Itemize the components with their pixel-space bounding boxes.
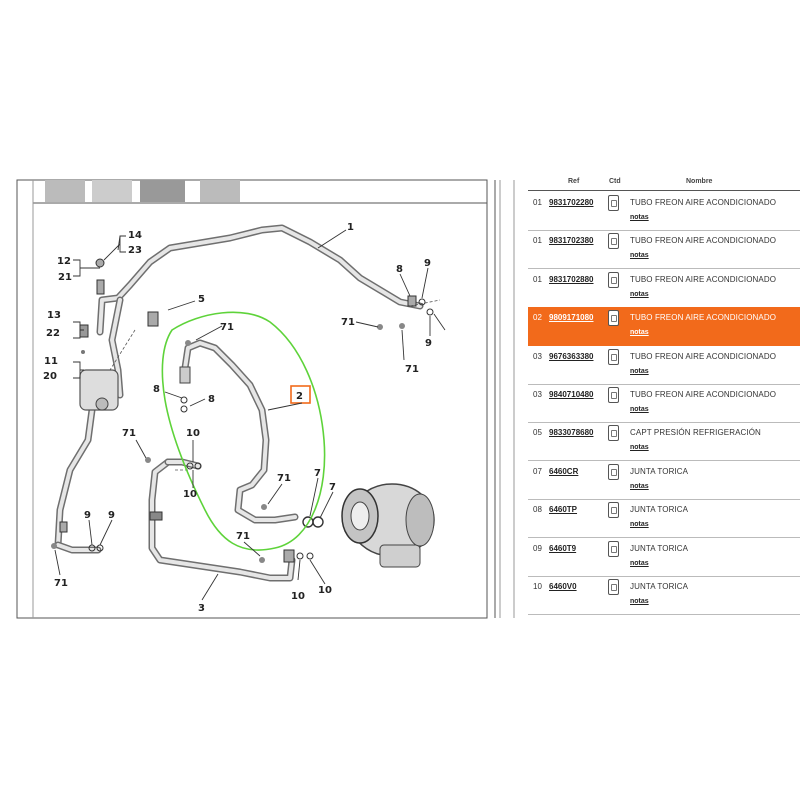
callout-3: 3 xyxy=(198,603,205,614)
callout-9d: 9 xyxy=(108,510,115,521)
callout-21: 21 xyxy=(58,272,72,283)
callout-12: 12 xyxy=(57,256,71,267)
callout-13: 13 xyxy=(47,310,61,321)
callout-10a: 10 xyxy=(186,428,200,439)
part-description: TUBO FREON AIRE ACONDICIONADO xyxy=(630,390,777,399)
header-ref: Ref xyxy=(568,178,580,185)
part-reference-link[interactable]: 9831702280 xyxy=(549,198,594,207)
part-reference-link[interactable]: 9676363380 xyxy=(549,351,594,361)
callout-5: 5 xyxy=(198,294,205,305)
row-number: 07 xyxy=(533,466,542,476)
part-description: TUBO FREON AIRE ACONDICIONADO xyxy=(630,274,777,284)
callout-71a: 71 xyxy=(220,322,234,333)
callout-71g: 71 xyxy=(54,578,68,589)
table-row[interactable] xyxy=(528,538,800,577)
clipboard-icon[interactable] xyxy=(608,272,619,288)
callout-14: 14 xyxy=(128,230,142,241)
row-number: 03 xyxy=(533,351,542,361)
header-name: Nombre xyxy=(686,178,713,185)
row-number: 05 xyxy=(533,428,542,438)
notes-link[interactable]: notas xyxy=(630,521,649,529)
row-number: 02 xyxy=(533,313,542,323)
callout-7b: 7 xyxy=(329,482,336,493)
callout-23: 23 xyxy=(128,245,142,256)
notes-link[interactable]: notas xyxy=(630,406,649,413)
part-description: JUNTA TORICA xyxy=(630,505,689,515)
row-number: 01 xyxy=(533,274,542,284)
table-row[interactable] xyxy=(528,384,800,423)
part-reference-link[interactable]: 6460TP xyxy=(549,505,578,515)
thumbnail-strip[interactable] xyxy=(45,180,240,202)
part-description: JUNTA TORICA xyxy=(630,582,689,591)
callout-9a: 9 xyxy=(424,258,431,269)
part-reference-link[interactable]: 6460CR xyxy=(549,466,579,476)
clipboard-icon[interactable] xyxy=(608,349,619,365)
clipboard-icon[interactable] xyxy=(608,387,619,403)
notes-link[interactable]: notas xyxy=(630,367,649,375)
row-number: 03 xyxy=(533,390,542,399)
clipboard-icon[interactable] xyxy=(608,310,619,326)
callout-1: 1 xyxy=(347,222,354,233)
part-reference-link[interactable]: 9831702380 xyxy=(549,236,594,246)
parts-table-header xyxy=(528,178,800,191)
clipboard-icon[interactable] xyxy=(608,195,619,211)
clipboard-icon[interactable] xyxy=(608,464,619,480)
part-reference-link[interactable]: 9833078680 xyxy=(549,428,594,438)
callout-71e: 71 xyxy=(341,317,355,328)
table-row[interactable] xyxy=(528,422,800,461)
table-row[interactable] xyxy=(528,192,800,231)
callout-9b: 9 xyxy=(425,338,432,349)
callout-11: 11 xyxy=(44,356,58,367)
callout-71b: 71 xyxy=(122,428,136,439)
notes-link[interactable]: notas xyxy=(630,252,649,260)
clipboard-icon[interactable] xyxy=(608,541,619,557)
table-row[interactable] xyxy=(528,346,800,385)
thumbnail-3[interactable] xyxy=(140,180,185,202)
header-qty: Ctd xyxy=(609,178,621,185)
notes-link[interactable]: notas xyxy=(630,329,649,337)
thumbnail-1[interactable] xyxy=(45,180,85,202)
row-number: 09 xyxy=(533,543,542,553)
table-row[interactable] xyxy=(528,576,800,615)
part-description: TUBO FREON AIRE ACONDICIONADO xyxy=(630,351,777,361)
callout-71f: 71 xyxy=(405,364,419,375)
notes-link[interactable]: notas xyxy=(630,482,649,490)
callout-7a: 7 xyxy=(314,468,321,479)
table-row[interactable] xyxy=(528,307,800,346)
part-reference-link[interactable]: 6460V0 xyxy=(549,582,577,591)
callout-2[interactable]: 2 xyxy=(296,391,303,402)
part-reference-link[interactable]: 9809171080 xyxy=(549,313,594,323)
row-number: 10 xyxy=(533,582,542,591)
callout-71c: 71 xyxy=(277,473,291,484)
table-row[interactable] xyxy=(528,269,800,308)
thumbnail-4[interactable] xyxy=(200,180,240,202)
callout-10b: 10 xyxy=(183,489,197,500)
part-reference-link[interactable]: 9840710480 xyxy=(549,390,594,399)
notes-link[interactable]: notas xyxy=(630,214,649,221)
parts-list-panel xyxy=(528,178,800,605)
callout-9c: 9 xyxy=(84,510,91,521)
table-row[interactable] xyxy=(528,230,800,269)
clipboard-icon[interactable] xyxy=(608,579,619,595)
part-description: JUNTA TORICA xyxy=(630,466,689,476)
part-reference-link[interactable]: 6460T9 xyxy=(549,543,577,553)
callout-8a: 8 xyxy=(153,384,160,395)
callout-8c: 8 xyxy=(396,264,403,275)
table-row[interactable] xyxy=(528,499,800,538)
notes-link[interactable]: notas xyxy=(630,290,649,298)
notes-link[interactable]: notas xyxy=(630,559,649,567)
callout-71d: 71 xyxy=(236,531,250,542)
callout-10c: 10 xyxy=(291,591,305,602)
row-number: 01 xyxy=(533,236,542,246)
part-description: CAPT PRESIÓN REFRIGERACIÓN xyxy=(630,428,761,438)
thumbnail-2[interactable] xyxy=(92,180,132,202)
part-description: TUBO FREON AIRE ACONDICIONADO xyxy=(630,198,777,207)
part-description: TUBO FREON AIRE ACONDICIONADO xyxy=(630,313,777,323)
clipboard-icon[interactable] xyxy=(608,502,619,518)
callout-10d: 10 xyxy=(318,585,332,596)
callout-22: 22 xyxy=(46,328,60,339)
row-number: 08 xyxy=(533,505,542,515)
row-number: 01 xyxy=(533,198,542,207)
part-reference-link[interactable]: 9831702880 xyxy=(549,274,594,284)
clipboard-icon[interactable] xyxy=(608,233,619,249)
notes-link[interactable]: notas xyxy=(630,444,649,452)
part-description: JUNTA TORICA xyxy=(630,543,689,553)
notes-link[interactable]: notas xyxy=(630,598,649,605)
callout-20: 20 xyxy=(43,371,57,382)
table-row[interactable] xyxy=(528,461,800,500)
callout-8b: 8 xyxy=(208,394,215,405)
clipboard-icon[interactable] xyxy=(608,425,619,441)
part-description: TUBO FREON AIRE ACONDICIONADO xyxy=(630,236,777,246)
